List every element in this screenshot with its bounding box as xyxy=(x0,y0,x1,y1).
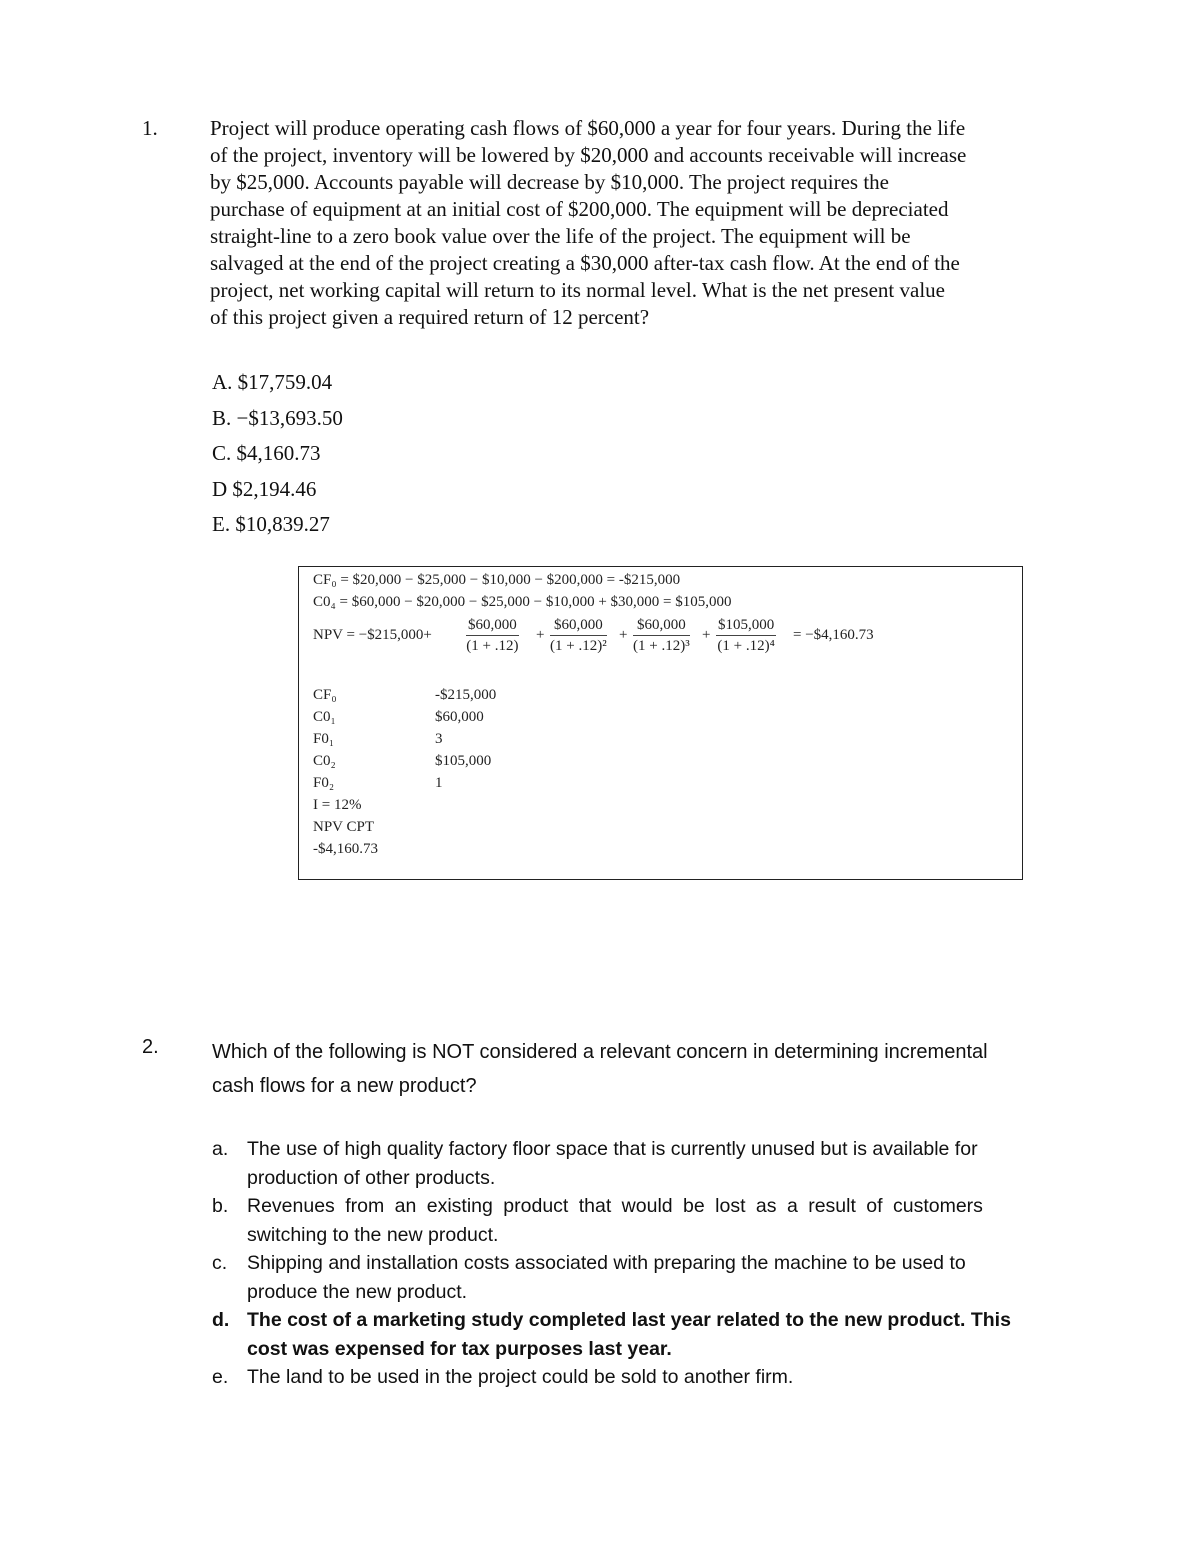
plus-sign: + xyxy=(702,627,711,643)
calc-value: -$215,000 xyxy=(435,687,497,703)
solution-box xyxy=(298,566,1023,880)
question-1-number: 1. xyxy=(142,116,158,140)
question-2-line: cash flows for a new product? xyxy=(212,1075,477,1097)
choice-line: The use of high quality factory floor space that is currently unused but is available for xyxy=(247,1138,978,1160)
npv-term-numerator: $60,000 xyxy=(550,615,607,636)
choice-2c xyxy=(212,1249,1062,1306)
npv-term-denominator: (1 + .12) xyxy=(466,638,519,654)
calc-label: F0₂ xyxy=(313,775,335,791)
plus-sign: + xyxy=(619,627,628,643)
choice-line: The land to be used in the project could be sold to another firm. xyxy=(247,1366,794,1388)
choice-letter: e. xyxy=(212,1366,229,1388)
calc-value: 1 xyxy=(435,775,443,791)
npv-term-3 xyxy=(633,615,690,656)
question-2-choices xyxy=(212,1135,1062,1392)
calc-label: I = 12% xyxy=(313,797,362,813)
question-2-number: 2. xyxy=(142,1036,159,1058)
choice-c: C. $4,160.73 xyxy=(212,441,321,465)
npv-lead: NPV = −$215,000+ xyxy=(313,627,432,643)
calc-label: C0₁ xyxy=(313,709,336,725)
question-1-line: of this project given a required return of 12 percent? xyxy=(210,305,650,329)
npv-term-denominator: (1 + .12)³ xyxy=(633,638,690,654)
calc-label: CF₀ xyxy=(313,687,337,703)
npv-equation xyxy=(313,615,1013,661)
question-2-line: Which of the following is NOT considered a relevant concern in determining incremental xyxy=(212,1041,988,1063)
question-1-line: Project will produce operating cash flows of $60,000 a year for four years. During the life xyxy=(210,116,966,140)
choice-line: The cost of a marketing study completed last year related to the new product. This xyxy=(247,1309,1011,1331)
choice-2e xyxy=(212,1363,1062,1392)
npv-result: = −$4,160.73 xyxy=(793,627,874,643)
calc-value: 3 xyxy=(435,731,443,747)
npv-term-numerator: $105,000 xyxy=(716,615,776,636)
question-2-text xyxy=(212,1035,1072,1103)
choice-2a xyxy=(212,1135,1062,1192)
choice-line: Shipping and installation costs associated with preparing the machine to be used to xyxy=(247,1252,966,1274)
choice-b: B. −$13,693.50 xyxy=(212,405,343,430)
choice-2d xyxy=(212,1306,1062,1363)
choice-line: produce the new product. xyxy=(247,1280,468,1303)
calc-label: C0₂ xyxy=(313,753,336,769)
choice-letter: a. xyxy=(212,1138,229,1160)
question-1-choices xyxy=(212,370,343,548)
question-1-line: of the project, inventory will be lowered by $20,000 and accounts receivable will increase xyxy=(210,143,967,167)
choice-line: cost was expensed for tax purposes last year. xyxy=(247,1337,672,1360)
choice-letter: c. xyxy=(212,1252,228,1274)
choice-e: E. $10,839.27 xyxy=(212,512,330,536)
npv-term-2 xyxy=(550,615,607,656)
choice-line: production of other products. xyxy=(247,1166,496,1189)
choice-letter: d. xyxy=(212,1309,230,1331)
choice-line: Revenues from an existing product that would be lost as a result of customers xyxy=(247,1195,983,1217)
npv-term-4 xyxy=(716,615,776,656)
c04-equation: C0₄ = $60,000 − $20,000 − $25,000 − $10,000 + $30,000 = $105,000 xyxy=(313,594,732,610)
question-1-line: straight-line to a zero book value over the life of the project. The equipment will be xyxy=(210,224,911,248)
question-1-line: project, net working capital will return to its normal level. What is the net present value xyxy=(210,278,945,302)
calc-label: NPV CPT xyxy=(313,819,374,835)
choice-letter: b. xyxy=(212,1195,229,1217)
question-1-text xyxy=(210,115,1070,331)
npv-term-numerator: $60,000 xyxy=(633,615,690,636)
npv-term-denominator: (1 + .12)² xyxy=(550,638,607,654)
calc-label: F0₁ xyxy=(313,731,335,747)
choice-d: D $2,194.46 xyxy=(212,476,317,501)
calc-value: $105,000 xyxy=(435,753,492,769)
choice-2b xyxy=(212,1192,1062,1249)
plus-sign: + xyxy=(536,627,545,643)
calc-result: -$4,160.73 xyxy=(313,841,378,857)
npv-term-numerator: $60,000 xyxy=(466,615,519,636)
question-1-line: by $25,000. Accounts payable will decrease by $10,000. The project requires the xyxy=(210,170,890,194)
calc-value: $60,000 xyxy=(435,709,484,725)
question-1-line: salvaged at the end of the project creating a $30,000 after-tax cash flow. At the end of the xyxy=(210,251,960,275)
npv-term-1 xyxy=(466,615,519,656)
choice-a: A. $17,759.04 xyxy=(212,370,333,394)
npv-term-denominator: (1 + .12)⁴ xyxy=(717,638,775,654)
question-1-line: purchase of equipment at an initial cost of $200,000. The equipment will be depreciated xyxy=(210,197,949,221)
choice-line: switching to the new product. xyxy=(247,1223,499,1246)
cf0-equation: CF₀ = $20,000 − $25,000 − $10,000 − $200,000 = -$215,000 xyxy=(313,572,681,588)
